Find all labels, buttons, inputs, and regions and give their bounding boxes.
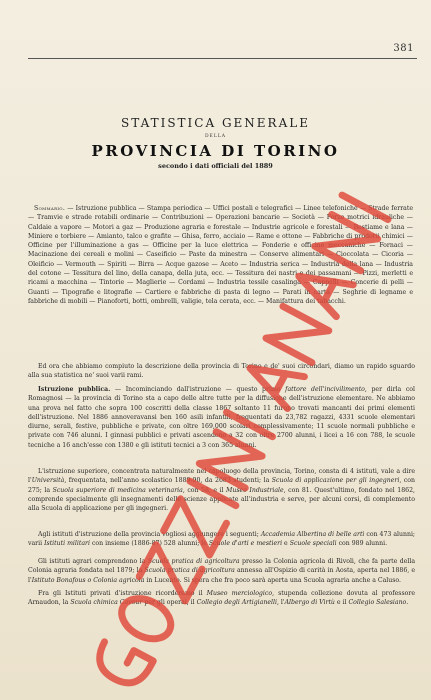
text-run: in Lucento. Si spera che fra poco sarà aperta una Scuola agraria anche a Caluso. — [144, 576, 402, 584]
summary-label: Sommario. — [34, 205, 66, 212]
text-run: . — [406, 599, 409, 607]
italic-run: Albergo di Virtù — [284, 599, 335, 607]
summary-block — [28, 204, 413, 306]
paragraph-istituti-privati — [28, 589, 415, 608]
italic-run: Scuola pratica di agricoltura — [144, 567, 235, 575]
italic-run: Accademia Albertina di belle arti — [260, 531, 365, 538]
text-run: con insieme (1886-87) 528 alunni; le — [89, 540, 209, 548]
title-subtitle: secondo i dati officiali del 1889 — [158, 162, 273, 170]
text-run: , l' — [276, 599, 285, 607]
summary-text: — Istruzione pubblica — Stampa periodica — Uffici postali e telegrafici — Linee telefoniche — Strade ferrate — Tramvie e strade rotabili ordinarie — Contribuzioni — Operazioni bancarie — Società — Forze motrici idrauliche — Caldaie a vapore — Motori a gaz — Produzione agraria e forestale — Industrie agricole e forestali — Bestiame e lana — Miniere e torbiere — Amianto, talco e grafite — Ghisa, ferro, acciaio — Rame e ottone — Fabbriche di prodotti chimici — Officine per l'illuminazione a gas — Officine per la luce elettrica — Fonderie e officine meccaniche — Fornaci — Macinazione dei cereali e molini — Caseificio — Paste da minestra — Conserve alimentari — Cioccolata — Cicoria — Oleificio — Vermouth — Spiriti — Birra — Acque gazose — Aceto — Industria serica — Industria della lana — Industria del cotone — Tessitura del lino, della canapa, della juta, ecc. — Tessitura dei nastri e dei passamani — Pizzi, merletti e ricami a macchina — Tintorie — Maglierie — Cordami — Industria tessile casalinga — Cappelli — Concerie di pelli — Guanti — Tipografie e litografie — Cartiere e fabbriche di pasta di legno — Parati in carta — Seghrie di legname e fabbriche di mobili — Pianoforti, botti, ombrelli, valigie, tela cerata, ecc. — Manifattura dei tabacchi. — [28, 205, 413, 305]
text-run: Agli istituti d'istruzione della provincia vogliosi aggiungere i seguenti; — [38, 531, 261, 538]
italic-run: Istituti militari — [44, 540, 90, 548]
text-run: L'istruzione superiore, concentrata naturalmente nel capoluogo della provincia, Torino, consta di 4 istituti, vale a dire l' — [28, 468, 415, 485]
italic-run: Istituto Bonafous o Colonia agricola — [31, 576, 145, 584]
italic-run: Scuola chimica Cavour — [70, 599, 143, 607]
paragraph-istituti-agrari — [28, 557, 415, 585]
text-run: , con 275; la — [28, 477, 415, 494]
watermark-letter — [266, 306, 329, 362]
italic-run: Scuola di applicazione per gli ingegneri — [271, 477, 400, 485]
text-run: presso la Colonia agricola di Rivoli, che fa parte della Colonia agraria fondata nel 1879; la — [28, 558, 416, 575]
text-run: e il — [334, 599, 349, 607]
italic-run: fattore dell'incivilimento — [285, 386, 365, 393]
text-run: , stupenda collezione dovuta al professore Arnaudon, la — [28, 590, 415, 607]
italic-run: Museo Industriale — [226, 486, 284, 494]
page-number: 381 — [393, 43, 414, 54]
header-rule — [28, 58, 417, 59]
text-run: per gli operai, il — [142, 599, 197, 607]
text-run: Fra gli Istituti privati d'istruzione ricorderemo il — [38, 590, 207, 597]
text-run: Gli istituti agrari comprendono la — [38, 558, 148, 565]
italic-run: Scuola superiore di medicina veterinaria — [52, 486, 183, 494]
section-title: STATISTICA GENERALE — [121, 116, 310, 130]
text-run: , frequentata, nell'anno scolastico 1889-90, da 2683 studenti; la — [64, 477, 272, 485]
italic-run: Scuole speciali — [289, 540, 337, 548]
italic-run: Scuola pratica di agricoltura — [147, 558, 240, 565]
text-run: con 989 alunni. — [336, 540, 388, 548]
italic-run: Scuole d'arti e mestieri — [208, 540, 283, 548]
italic-run: Università — [31, 477, 65, 485]
text-run: , per dirla col Romagnosi — la provincia di Torino sta a capo delle altre tutte per la diffusione dell'istruzione elementare. Ne abbiamo una prova nel fatto che sopra 100 coscritti della classe 1867 soltanto 11 furono trovati mancanti dei primi elementi dell'istruzione. Nel 1886 annoveravansi ben 160 asili infantili, frequentati da 23,782 ragazzi, 4331 scuole elementari diurne, serali, festive, pubbliche e private, con oltre 169,000 scolari complessivamente; 11 scuole normali pubbliche e private con 746 alunni. I ginnasi pubblici e privati ascendono a 32 con oltre 2700 alunni, i licei a 16 con 788, le scuole tecniche a 16 anch'esse con 1380 e gli istituti tecnici a 3 con 365 alunni. — [28, 386, 415, 449]
title-connector: DELLA — [204, 134, 227, 139]
text-run: , con 58, e il — [182, 486, 226, 494]
text-run: con 473 alunni; varii — [28, 531, 416, 548]
italic-run: Collegio degli Artigianelli — [196, 599, 277, 607]
text-run: e — [282, 540, 290, 548]
text-run: , con 81. Quest'ultimo, fondato nel 1862, comprende specialmente gli insegnamenti delle scienze applicate all'industria e serve, per alcuni corsi, di complemento alla Scuola di applicazione per gli ingegneri. — [28, 486, 416, 513]
paragraph-istituti — [28, 530, 415, 549]
watermark-letter — [91, 637, 153, 691]
paragraph-intro-text: Ed ora che abbiamo compiuto la descrizione della provincia di Torino e de' suoi circondari, diamo un rapido sguardo alla sua statistica ne' suoi varii rami. — [28, 363, 415, 380]
italic-run: Collegio Salesiano — [348, 599, 407, 607]
paragraph-intro — [28, 362, 415, 381]
section-heading-istruzione: Istruzione pubblica. — [38, 386, 111, 393]
italic-run: Museo merciologico — [206, 590, 273, 597]
paragraph-istruzione-superiore — [28, 467, 415, 513]
text-run: annessa all'Ospizio di carità in Aosta, aperta nel 1886, e l' — [28, 567, 415, 584]
paragraph-istruzione — [28, 385, 415, 450]
province-title: PROVINCIA DI TORINO — [91, 142, 340, 160]
text-run: — Incominciando dall'istruzione — questo primo — [110, 386, 286, 393]
